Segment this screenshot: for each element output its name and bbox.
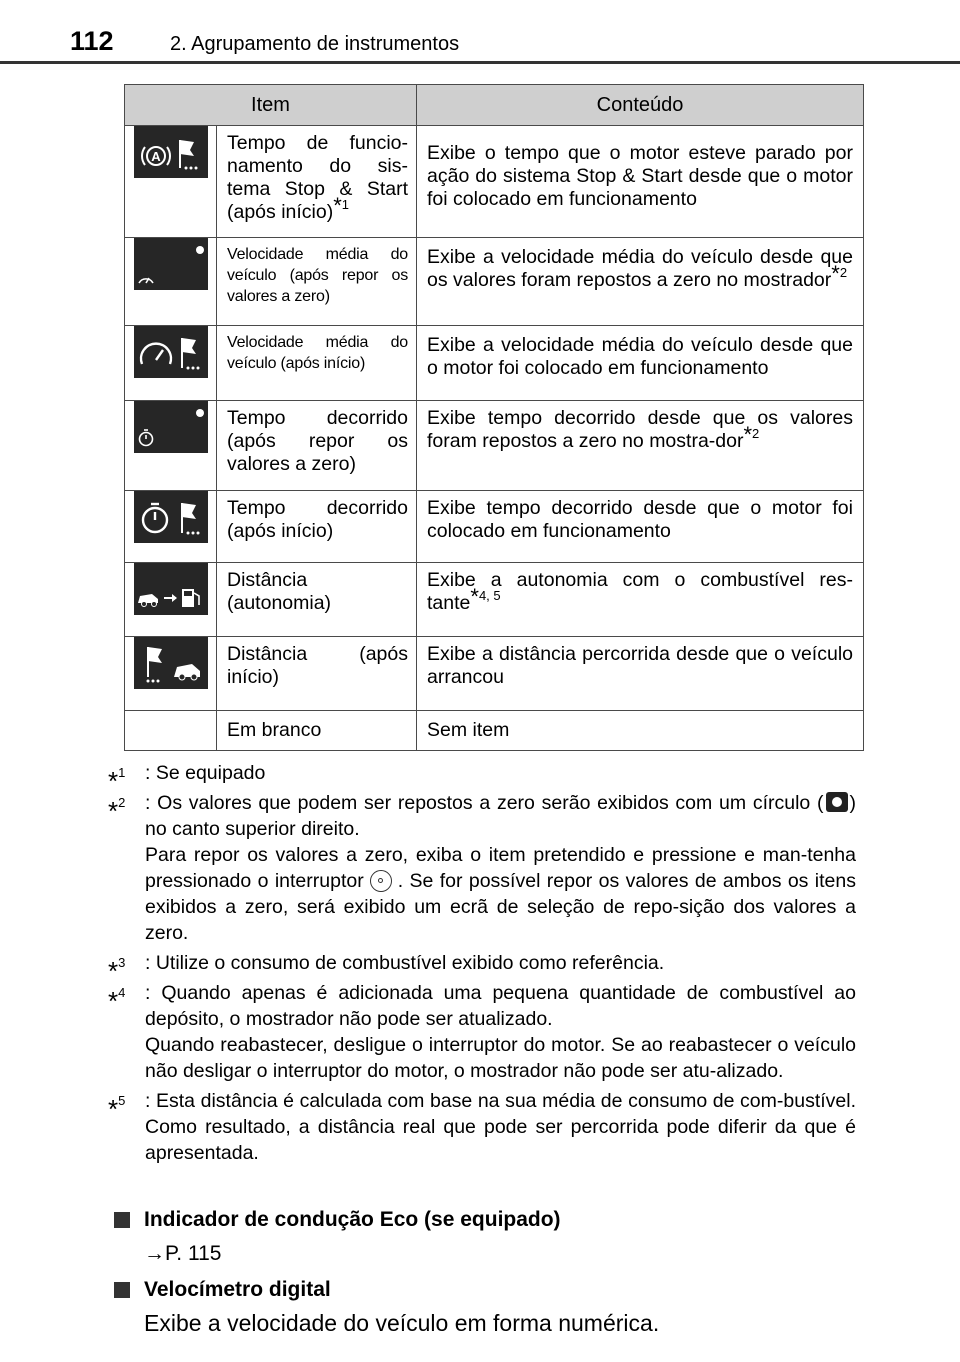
footnote-mark: *$^4$ (108, 985, 126, 1016)
col-header-content: Conteúdo (417, 85, 864, 126)
footnote (108, 760, 856, 796)
footnote (108, 980, 856, 1084)
footnote-mark: *2 (831, 261, 848, 286)
square-bullet-icon (114, 1282, 130, 1298)
item-name: Velocidade média do veículo (após repor os valores a zero) (227, 246, 408, 305)
section-title: 2. Agrupamento de instrumentos (170, 33, 460, 55)
items-table (124, 84, 864, 751)
table-row (125, 563, 864, 637)
steering-switch-icon (370, 870, 392, 892)
item-name: Velocidade média do veículo (após início) (227, 334, 408, 372)
table-row (125, 238, 864, 326)
item-name: Tempo decorrido (após início) (227, 497, 408, 542)
footnote (108, 950, 856, 986)
header-rule (0, 61, 960, 64)
item-name: Distância (autonomia) (227, 569, 332, 614)
empty-icon-cell (125, 711, 217, 751)
item-description: Exibe tempo decorrido desde que os valores foram repostos a zero no mostra-dor (427, 407, 853, 452)
square-bullet-icon (114, 1212, 130, 1228)
item-description: Exibe a autonomia com o combustível res-tante (427, 569, 853, 614)
footnote-mark: *2 (743, 422, 760, 447)
item-name: Distância (após início) (227, 643, 408, 688)
stopwatch-reset-icon (134, 401, 208, 453)
footnote-text: : Se equipado (145, 762, 266, 784)
table-row (125, 401, 864, 491)
footnote-text: : Os valores que podem ser repostos a zero serão exibidos com um círculo ( ) no canto superior direito. (145, 792, 856, 840)
table-row (125, 491, 864, 563)
footnote-text: : Esta distância é calculada com base na sua média de consumo de com-bustível. Como resultado, a distância real que pode ser percorrida pode diferir da que é apresentada. (145, 1090, 856, 1164)
footnote-text: : Utilize o consumo de combustível exibido como referência. (145, 952, 665, 974)
footnote-text: Quando reabastecer, desligue o interruptor do motor. Se ao reabastecer o veículo não desligar o interruptor do motor, o mostrador não pode ser atu-alizado. (145, 1034, 856, 1082)
item-description: Exibe a velocidade média do veículo desde que o motor foi colocado em funcionamento (427, 334, 853, 379)
footnote-mark: *$^2$ (108, 795, 126, 826)
item-description: Exibe a distância percorrida desde que o veículo arrancou (427, 643, 853, 688)
car-to-fuel-icon (134, 563, 208, 615)
item-name: Em branco (227, 719, 322, 741)
footnote-text: Para repor os valores a zero, exiba o item pretendido e pressione e man-tenha pressionado o interruptor . Se for possível repor os valores de ambos os itens exibidos a zero, será exibido um ecrã de seleção de repo-sição dos valores a zero. (145, 844, 856, 944)
footnote-mark: *$^1$ (108, 765, 126, 796)
item-name: Tempo decorrido (após repor os valores a zero) (227, 407, 408, 475)
footnote-text: : Quando apenas é adicionada uma pequena quantidade de combustível ao depósito, o mostrador não pode ser atualizado. (145, 982, 856, 1030)
footnote (108, 1088, 856, 1166)
svg-text:A: A (150, 149, 161, 164)
footnote (108, 790, 856, 946)
table-row (125, 126, 864, 238)
footnote-mark: *4, 5 (470, 584, 501, 609)
flag-car-icon (134, 637, 208, 689)
item-description: Exibe o tempo que o motor esteve parado por ação do sistema Stop & Start desde que o motor foi colocado em funcionamento (427, 142, 853, 210)
footnote-mark: *$^5$ (108, 1093, 126, 1124)
stop-start-time-icon (134, 126, 208, 178)
footnote-mark: *1 (333, 193, 350, 218)
item-description: Sem item (427, 719, 510, 741)
stopwatch-start-icon (134, 491, 208, 543)
digital-speedometer-heading: Velocímetro digital (114, 1278, 874, 1302)
digital-speedometer-text: Exibe a velocidade do veículo em forma numérica. (144, 1310, 660, 1336)
speedometer-start-icon (134, 326, 208, 378)
digital-speedometer-section (114, 1278, 874, 1337)
item-name: Tempo de funcio-namento do sis-tema Stop & Start (após início) (227, 132, 408, 223)
footnotes (108, 760, 856, 1170)
item-description: Exibe tempo decorrido desde que o motor foi colocado em funcionamento (427, 497, 853, 542)
table-row (125, 326, 864, 401)
eco-page-ref[interactable]: →P. 115 (144, 1242, 222, 1265)
table-header-row (125, 85, 864, 126)
footnote-mark: *$^3$ (108, 955, 126, 986)
page-header (0, 0, 960, 62)
reset-circle-icon (826, 792, 848, 812)
table-row (125, 637, 864, 711)
speedometer-reset-icon (134, 238, 208, 290)
col-header-item: Item (125, 85, 417, 126)
eco-heading: Indicador de condução Eco (se equipado) (114, 1208, 874, 1232)
item-description: Exibe a velocidade média do veículo desde que os valores foram repostos a zero no mostrador (427, 246, 853, 291)
eco-section (114, 1208, 874, 1266)
page-number: 112 (70, 26, 114, 56)
table-row (125, 711, 864, 751)
